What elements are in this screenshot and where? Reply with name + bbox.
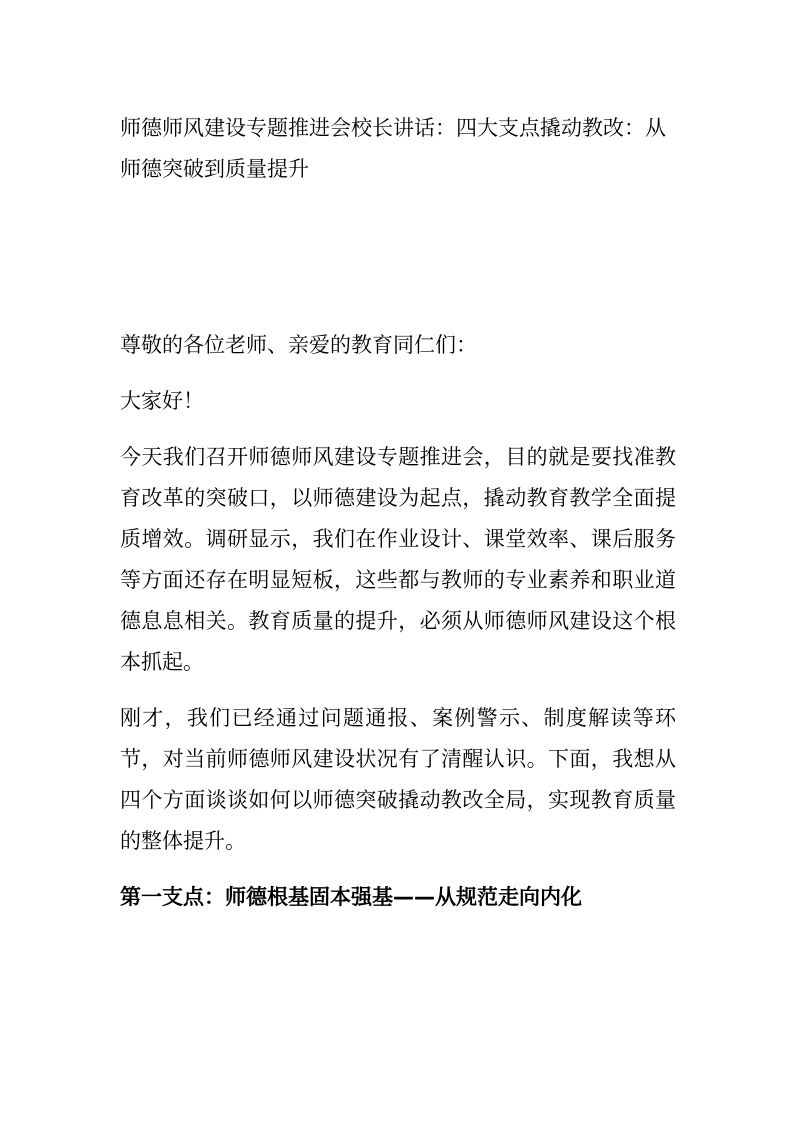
title-spacer: [120, 190, 676, 325]
document-page: [120, 108, 676, 918]
paragraph-intro: 今天我们召开师德师风建设专题推进会，目的就是要找准教育改革的突破口，以师德建设为起点，撬动教育教学全面提质增效。调研显示，我们在作业设计、课堂效率、课后服务等方面还存在明显短板，这些都与教师的专业素养和职业道德息息相关。教育质量的提升，必须从师德师风建设这个根本抓起。: [120, 445, 676, 674]
section-heading-first-pillar: 第一支点：师德根基固本强基——从规范走向内化: [120, 885, 582, 909]
paragraph-overview: 刚才，我们已经通过问题通报、案例警示、制度解读等环节，对当前师德师风建设状况有了清醒认识。下面，我想从四个方面谈谈如何以师德突破撬动教改全局，实现教育质量的整体提升。: [120, 706, 676, 853]
salutation: 尊敬的各位老师、亲爱的教育同仁们：: [120, 333, 477, 357]
document-title: 师德师风建设专题推进会校长讲话：四大支点撬动教改：从师德突破到质量提升: [120, 116, 666, 181]
greeting: 大家好！: [120, 389, 204, 413]
